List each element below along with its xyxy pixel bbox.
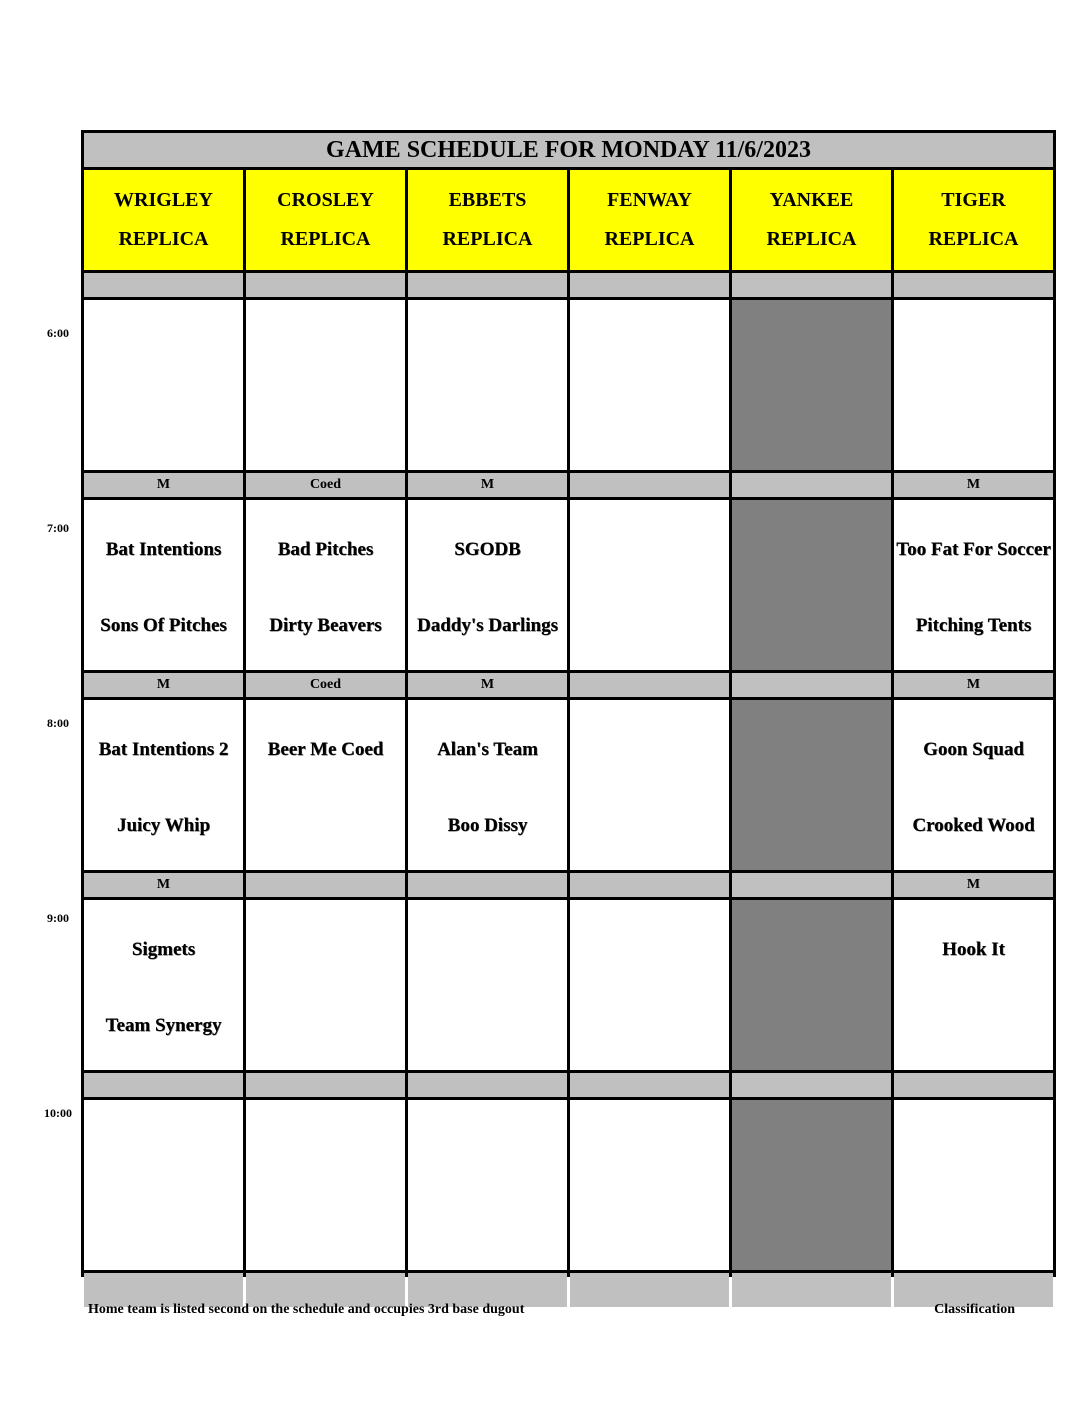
time-label: 6:00: [47, 326, 69, 340]
home-team: Pitching Tents: [915, 615, 1032, 636]
away-team: Too Fat For Soccer: [896, 539, 1051, 560]
home-team: Crooked Wood: [912, 815, 1035, 836]
home-team: Sons Of Pitches: [100, 615, 227, 636]
field-name: CROSLEY: [277, 189, 374, 211]
schedule-table: [81, 130, 1056, 1317]
away-team: SGODB: [454, 539, 521, 560]
classification-cell: M: [408, 673, 567, 697]
game-cell: [894, 900, 1053, 1070]
classification-cell: M: [894, 873, 1053, 897]
game-cell: [894, 500, 1053, 670]
classification-cell: [732, 273, 891, 297]
game-cell: [408, 700, 567, 870]
schedule-title: GAME SCHEDULE FOR MONDAY 11/6/2023: [84, 133, 1053, 167]
home-team: Boo Dissy: [447, 815, 528, 836]
game-cell: [408, 500, 567, 670]
field-name: WRIGLEY: [114, 189, 213, 211]
time-label: 8:00: [47, 716, 69, 730]
home-team-note: Home team is listed second on the schedule and occupies 3rd base dugout: [88, 1302, 525, 1317]
field-header-fenway: [570, 170, 729, 270]
game-cell: [84, 500, 243, 670]
classification-cell: [894, 273, 1053, 297]
classification-cell: [246, 873, 405, 897]
closed-field-cell: [732, 300, 891, 470]
classification-cell: [246, 1073, 405, 1097]
classification-cell: [570, 873, 729, 897]
classification-cell: [84, 1073, 243, 1097]
game-cell: [246, 1100, 405, 1270]
away-team: Sigmets: [131, 939, 196, 960]
classification-cell: M: [894, 473, 1053, 497]
field-name: YANKEE: [769, 189, 854, 211]
classification-cell: [732, 1073, 891, 1097]
field-name: FENWAY: [607, 189, 692, 211]
game-cell: [84, 700, 243, 870]
closed-field-cell: [732, 900, 891, 1070]
classification-cell: M: [408, 473, 567, 497]
classification-cell: Coed: [246, 473, 405, 497]
away-team: Bad Pitches: [277, 539, 374, 560]
game-cell: [408, 300, 567, 470]
field-name: TIGER: [941, 189, 1006, 211]
game-cell: [246, 900, 405, 1070]
game-cell: [84, 300, 243, 470]
home-team: Dirty Beavers: [269, 615, 382, 636]
classification-cell: M: [84, 673, 243, 697]
field-subtitle: REPLICA: [928, 228, 1019, 250]
classification-cell: M: [894, 673, 1053, 697]
classification-cell: [570, 273, 729, 297]
closed-field-cell: [732, 700, 891, 870]
classification-cell: [732, 673, 891, 697]
classification-cell: [84, 273, 243, 297]
classification-cell: [570, 473, 729, 497]
classification-cell: [570, 1273, 729, 1307]
field-header-crosley: [246, 170, 405, 270]
classification-cell: [408, 1073, 567, 1097]
away-team: Alan's Team: [437, 739, 538, 760]
time-label: 7:00: [47, 521, 69, 535]
closed-field-cell: [732, 1100, 891, 1270]
classification-cell: Coed: [246, 673, 405, 697]
game-cell: [570, 300, 729, 470]
field-name: EBBETS: [448, 189, 527, 211]
game-cell: [246, 500, 405, 670]
game-cell: [570, 900, 729, 1070]
home-team: Team Synergy: [105, 1015, 222, 1036]
home-team: Daddy's Darlings: [417, 615, 558, 636]
game-cell: [894, 1100, 1053, 1270]
field-subtitle: REPLICA: [766, 228, 857, 250]
field-header-yankee: [732, 170, 891, 270]
game-cell: [894, 300, 1053, 470]
classification-cell: M: [84, 473, 243, 497]
field-header-wrigley: [84, 170, 243, 270]
away-team: Hook It: [942, 939, 1005, 960]
field-header-ebbets: [408, 170, 567, 270]
game-cell: [408, 1100, 567, 1270]
time-label: 10:00: [44, 1106, 72, 1120]
game-cell: [246, 300, 405, 470]
away-team: Goon Squad: [923, 739, 1024, 760]
game-cell: [84, 900, 243, 1070]
classification-cell: [732, 473, 891, 497]
game-cell: [246, 700, 405, 870]
classification-cell: [408, 273, 567, 297]
away-team: Beer Me Coed: [267, 739, 384, 760]
field-subtitle: REPLICA: [442, 228, 533, 250]
game-cell: [408, 900, 567, 1070]
field-header-tiger: [894, 170, 1053, 270]
classification-cell: M: [84, 873, 243, 897]
game-cell: [570, 700, 729, 870]
game-cell: [84, 1100, 243, 1270]
classification-cell: [894, 1073, 1053, 1097]
game-cell: [570, 500, 729, 670]
classification-label: Classification: [934, 1302, 1015, 1317]
time-label: 9:00: [47, 911, 69, 925]
away-team: Bat Intentions: [105, 539, 222, 560]
classification-cell: [570, 673, 729, 697]
classification-cell: [732, 873, 891, 897]
classification-cell: [246, 273, 405, 297]
classification-cell: [732, 1273, 891, 1307]
field-subtitle: REPLICA: [118, 228, 209, 250]
closed-field-cell: [732, 500, 891, 670]
classification-cell: [408, 873, 567, 897]
home-team: Juicy Whip: [116, 815, 211, 836]
game-cell: [570, 1100, 729, 1270]
away-team: Bat Intentions 2: [98, 739, 229, 760]
classification-cell: [570, 1073, 729, 1097]
field-subtitle: REPLICA: [280, 228, 371, 250]
field-subtitle: REPLICA: [604, 228, 695, 250]
game-cell: [894, 700, 1053, 870]
